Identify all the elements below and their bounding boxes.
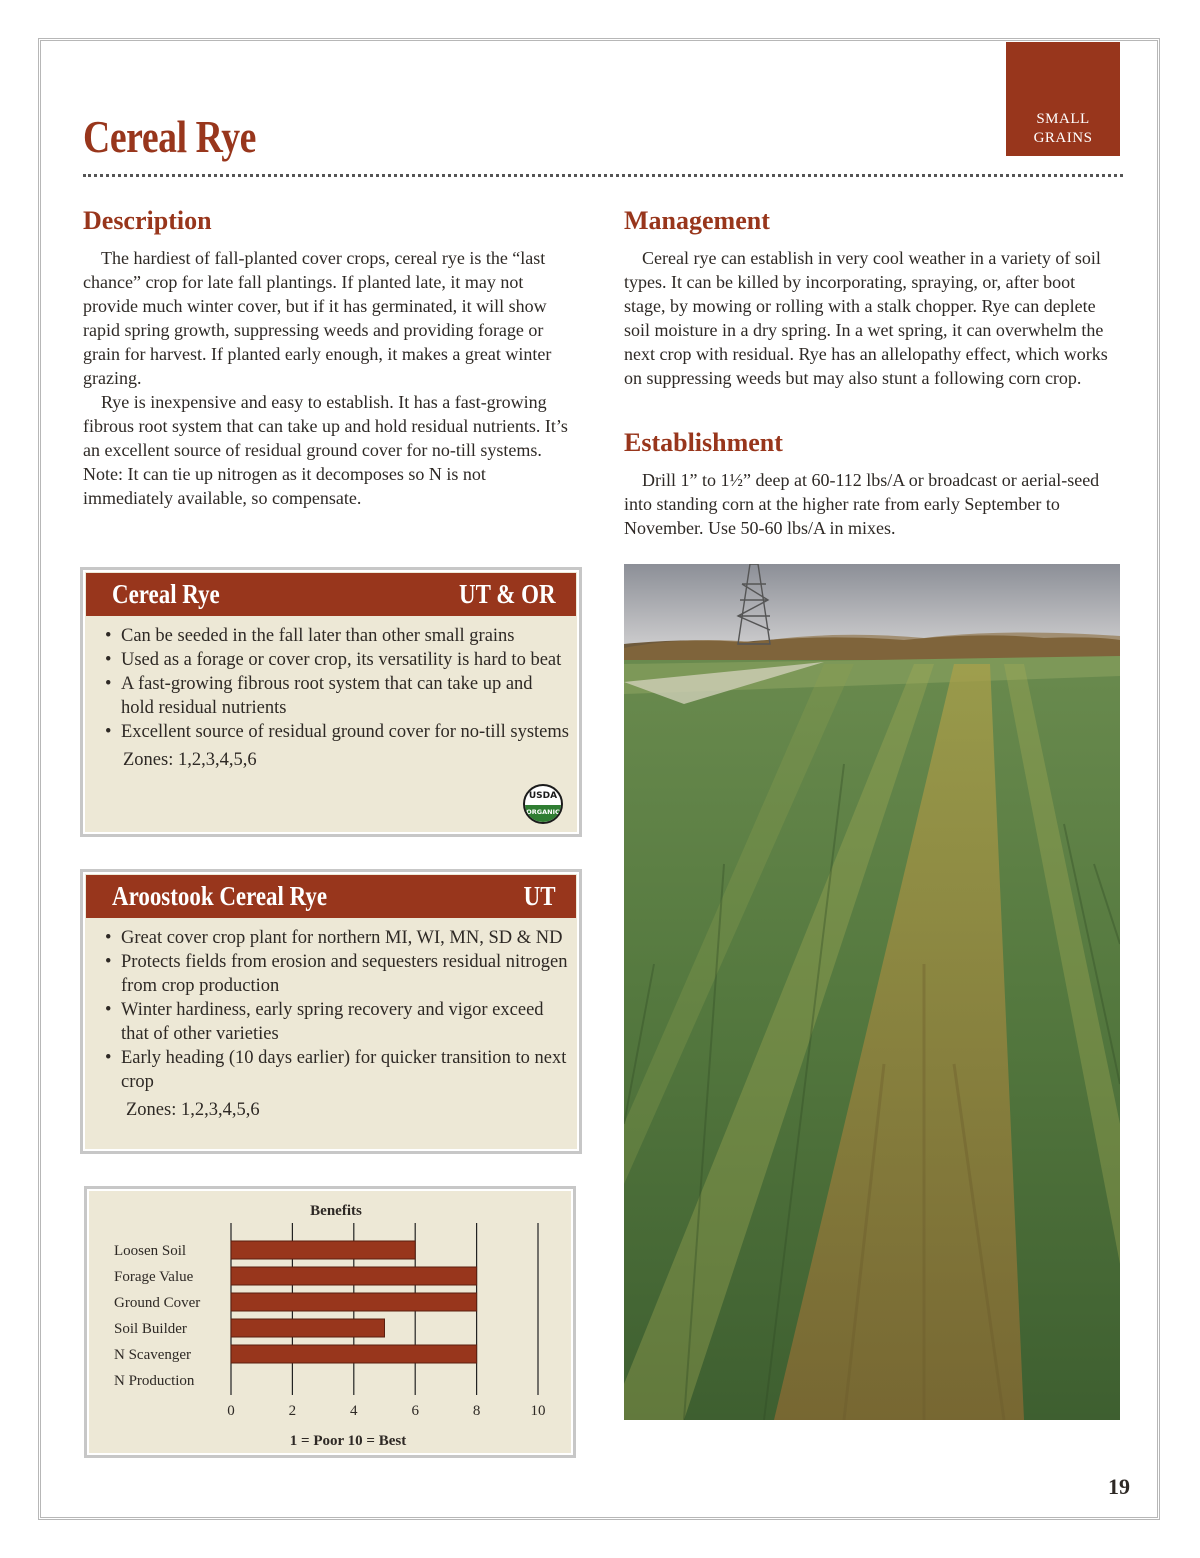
x-tick-label: 4 bbox=[350, 1403, 358, 1419]
x-tick-label: 2 bbox=[288, 1403, 297, 1419]
list-item: • Used as a forage or cover crop, its versatility is hard to beat bbox=[105, 648, 569, 672]
management-paragraph: Cereal rye can establish in very cool weather in a variety of soil types. It can be killed by incorporating, spraying, or, after boot stage, by mowing or rolling with a stalk chopper. Rye can deplete soil moisture in a dry spring. In a wet spring, it can overwhelm the next crop with residual. Rye has an allelopathy effect, which works on suppressing weeds but may also stunt a following corn crop. bbox=[624, 248, 1108, 388]
bar bbox=[231, 1319, 385, 1337]
product-bullet-list bbox=[83, 624, 579, 744]
bar bbox=[231, 1345, 477, 1363]
benefits-chart-svg bbox=[87, 1189, 573, 1455]
section-tag bbox=[1006, 42, 1120, 156]
management-body bbox=[624, 246, 1116, 390]
chart-title: Benefits bbox=[310, 1203, 362, 1219]
description-heading: Description bbox=[83, 206, 212, 235]
establishment-body bbox=[624, 468, 1116, 540]
establishment-heading: Establishment bbox=[624, 428, 783, 457]
description-paragraph: Rye is inexpensive and easy to establish. It has a fast-growing fibrous root system that can take up and hold residual nutrients. It’s an excellent source of residual ground cover for no-till systems. Note: It can tie up nitrogen as it decomposes so N is not immediately available, so compensate. bbox=[83, 392, 568, 508]
list-item: • A fast-growing fibrous root system that can take up and hold residual nutrients bbox=[105, 672, 569, 720]
title-divider bbox=[83, 174, 1123, 177]
list-item: • Can be seeded in the fall later than other small grains bbox=[105, 624, 569, 648]
cereal-rye-field-photo bbox=[624, 564, 1120, 1420]
product-bullet-list bbox=[83, 926, 579, 1094]
management-heading: Management bbox=[624, 206, 770, 235]
field-photo-image bbox=[624, 564, 1120, 1420]
list-item: • Winter hardiness, early spring recovery and vigor exceed that of other varieties bbox=[105, 998, 569, 1046]
product-box-aroostook-cereal-rye bbox=[80, 869, 582, 1154]
product-availability: UT & OR bbox=[459, 579, 556, 609]
list-item: • Great cover crop plant for northern MI, WI, MN, SD & ND bbox=[105, 926, 569, 950]
product-availability: UT bbox=[524, 881, 556, 911]
category-label: N Production bbox=[114, 1373, 195, 1389]
product-box-cereal-rye bbox=[80, 567, 582, 837]
establishment-paragraph: Drill 1” to 1½” deep at 60-112 lbs/A or broadcast or aerial-seed into standing corn at the higher rate from early September to November. Use 50-60 lbs/A in mixes. bbox=[624, 470, 1100, 538]
seal-bottom-text: ORGANIC bbox=[525, 805, 561, 824]
category-label: Soil Builder bbox=[114, 1321, 187, 1337]
product-box-header bbox=[86, 875, 576, 918]
list-item: • Early heading (10 days earlier) for quicker transition to next crop bbox=[105, 1046, 569, 1094]
bar bbox=[231, 1241, 415, 1259]
description-body bbox=[83, 246, 575, 510]
seal-top-text: USDA bbox=[528, 791, 558, 801]
page-title: Cereal Rye bbox=[83, 111, 256, 162]
product-zones: Zones: 1,2,3,4,5,6 bbox=[123, 750, 257, 770]
x-axis-label: 1 = Poor 10 = Best bbox=[289, 1433, 407, 1449]
x-tick-label: 8 bbox=[472, 1403, 481, 1419]
section-tag-line: GRAINS bbox=[1033, 130, 1093, 146]
x-tick-label: 6 bbox=[411, 1403, 419, 1419]
usda-organic-seal-icon bbox=[523, 784, 563, 824]
x-tick-label: 0 bbox=[227, 1403, 235, 1419]
category-label: Forage Value bbox=[114, 1269, 194, 1285]
product-name: Aroostook Cereal Rye bbox=[112, 881, 328, 911]
page-number: 19 bbox=[1108, 1474, 1130, 1499]
bar bbox=[231, 1267, 477, 1285]
product-name: Cereal Rye bbox=[112, 579, 220, 609]
bar bbox=[231, 1293, 477, 1311]
section-tag-line: SMALL bbox=[1036, 111, 1090, 127]
list-item: • Excellent source of residual ground cover for no-till systems bbox=[105, 720, 569, 744]
benefits-chart bbox=[84, 1186, 576, 1458]
product-zones: Zones: 1,2,3,4,5,6 bbox=[126, 1100, 260, 1120]
list-item: • Protects fields from erosion and sequesters residual nitrogen from crop production bbox=[105, 950, 569, 998]
description-paragraph: The hardiest of fall-planted cover crops, cereal rye is the “last chance” crop for late fall plantings. If planted late, it may not provide much winter cover, but if it has germinated, it will show rapid spring growth, suppressing weeds and providing forage or grain for harvest. If planted early enough, it makes a great winter grazing. bbox=[83, 248, 552, 388]
category-label: N Scavenger bbox=[114, 1347, 192, 1363]
x-tick-label: 10 bbox=[530, 1403, 546, 1419]
product-box-header bbox=[86, 573, 576, 616]
category-label: Ground Cover bbox=[114, 1295, 201, 1311]
category-label: Loosen Soil bbox=[114, 1243, 187, 1259]
